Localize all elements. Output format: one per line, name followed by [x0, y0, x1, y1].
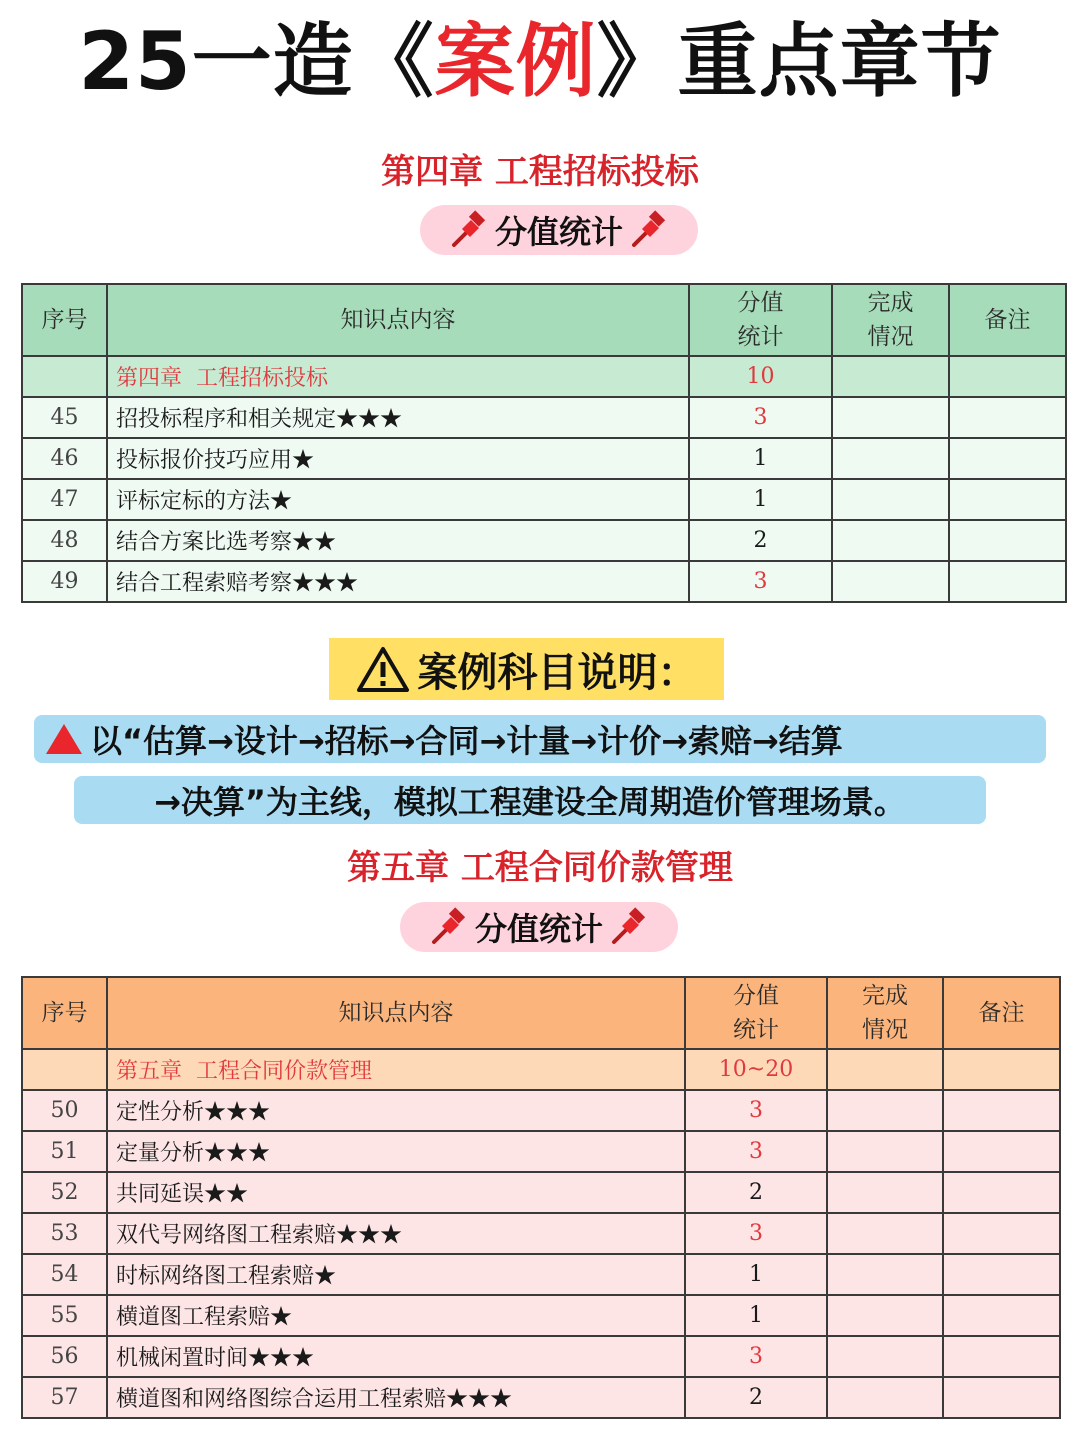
notice-line2-text: →决算”为主线，模拟工程建设全周期造价管理场景。: [154, 783, 906, 821]
table-row: [22, 479, 1066, 520]
header-content: 知识点内容: [107, 284, 689, 356]
chapter-row-score: 10: [689, 356, 832, 397]
row-note: [949, 561, 1066, 602]
table-row: [22, 1172, 1060, 1213]
row-content: 结合方案比选考察★★: [107, 520, 689, 561]
table-row: [22, 1131, 1060, 1172]
chapter-row-done: [827, 1049, 943, 1090]
row-note: [943, 1336, 1060, 1377]
header-score-line1: 分值: [737, 290, 784, 316]
chapter-row-no: [22, 1049, 107, 1090]
row-score: 3: [685, 1213, 827, 1254]
row-done: [832, 479, 949, 520]
row-score: 2: [689, 520, 832, 561]
row-content: 定性分析★★★: [107, 1090, 685, 1131]
row-content: 共同延误★★: [107, 1172, 685, 1213]
chapter5-title: 第五章 工程合同价款管理: [347, 848, 733, 888]
row-no: 55: [22, 1295, 107, 1336]
row-score: 3: [685, 1090, 827, 1131]
chapter5-score-pill: [400, 902, 678, 952]
row-note: [943, 1377, 1060, 1418]
row-done: [827, 1336, 943, 1377]
header-content: 知识点内容: [107, 977, 685, 1049]
row-note: [943, 1090, 1060, 1131]
row-no: 48: [22, 520, 107, 561]
row-note: [949, 438, 1066, 479]
row-no: 56: [22, 1336, 107, 1377]
table-row: [22, 1254, 1060, 1295]
row-content: 时标网络图工程索赔★: [107, 1254, 685, 1295]
chapter4-table: [21, 283, 1067, 603]
row-content: 双代号网络图工程索赔★★★: [107, 1213, 685, 1254]
header-done-line1: 完成: [867, 290, 914, 316]
row-score: 3: [685, 1131, 827, 1172]
pushpin-icon: [629, 210, 669, 250]
table-row: [22, 561, 1066, 602]
row-content: 横道图工程索赔★: [107, 1295, 685, 1336]
row-done: [827, 1213, 943, 1254]
chapter-row-no: [22, 356, 107, 397]
row-note: [949, 397, 1066, 438]
table-header-row: [22, 284, 1066, 356]
chapter-row-score: 10~20: [685, 1049, 827, 1090]
headline-part2: 》重点章节: [596, 15, 1002, 108]
row-no: 45: [22, 397, 107, 438]
chapter-row: [22, 356, 1066, 397]
row-no: 51: [22, 1131, 107, 1172]
table-row: [22, 1090, 1060, 1131]
pushpin-icon: [429, 907, 469, 947]
row-content: 定量分析★★★: [107, 1131, 685, 1172]
row-done: [827, 1131, 943, 1172]
row-no: 54: [22, 1254, 107, 1295]
header-score-line1: 分值: [733, 983, 779, 1009]
row-score: 3: [689, 397, 832, 438]
chapter-row: [22, 1049, 1060, 1090]
table-row: [22, 1295, 1060, 1336]
row-no: 50: [22, 1090, 107, 1131]
table-row: [22, 520, 1066, 561]
row-note: [943, 1295, 1060, 1336]
header-done-line1: 完成: [862, 983, 908, 1009]
chapter5-pill-label: 分值统计: [474, 910, 603, 948]
row-score: 2: [685, 1377, 827, 1418]
row-done: [832, 561, 949, 602]
row-note: [943, 1172, 1060, 1213]
row-no: 49: [22, 561, 107, 602]
header-done: [827, 977, 943, 1049]
chapter5-table: [21, 976, 1061, 1419]
pushpin-icon: [609, 907, 649, 947]
pushpin-icon: [449, 210, 489, 250]
chapter-row-label: 第四章 工程招标投标: [107, 356, 689, 397]
chapter4-score-pill: [420, 205, 698, 255]
row-content: 评标定标的方法★: [107, 479, 689, 520]
row-done: [827, 1295, 943, 1336]
row-no: 53: [22, 1213, 107, 1254]
row-no: 46: [22, 438, 107, 479]
header-note: 备注: [949, 284, 1066, 356]
warning-icon: [356, 645, 410, 693]
row-content: 投标报价技巧应用★: [107, 438, 689, 479]
row-content: 结合工程索赔考察★★★: [107, 561, 689, 602]
row-score: 3: [685, 1336, 827, 1377]
row-done: [827, 1090, 943, 1131]
row-content: 招投标程序和相关规定★★★: [107, 397, 689, 438]
row-no: 57: [22, 1377, 107, 1418]
notice-line-1: [34, 715, 1046, 763]
row-done: [832, 520, 949, 561]
row-note: [949, 520, 1066, 561]
row-note: [949, 479, 1066, 520]
table-row: [22, 1377, 1060, 1418]
row-score: 1: [689, 479, 832, 520]
chapter-row-label: 第五章 工程合同价款管理: [107, 1049, 685, 1090]
headline-part1: 25一造《: [78, 15, 435, 108]
chapter4-pill-label: 分值统计: [494, 213, 623, 251]
header-note: 备注: [943, 977, 1060, 1049]
header-done-line2: 情况: [867, 324, 914, 350]
page-headline: [0, 6, 1080, 118]
header-done-line2: 情况: [862, 1017, 908, 1043]
row-no: 47: [22, 479, 107, 520]
notice-title: 案例科目说明：: [417, 649, 698, 696]
header-score: [689, 284, 832, 356]
row-content: 横道图和网络图综合运用工程索赔★★★: [107, 1377, 685, 1418]
table-row: [22, 438, 1066, 479]
row-content: 机械闲置时间★★★: [107, 1336, 685, 1377]
row-note: [943, 1213, 1060, 1254]
row-score: 1: [685, 1295, 827, 1336]
chapter-row-done: [832, 356, 949, 397]
chapter4-title: 第四章 工程招标投标: [381, 152, 699, 192]
header-no: 序号: [22, 977, 107, 1049]
chapter-row-note: [949, 356, 1066, 397]
row-done: [832, 397, 949, 438]
row-score: 2: [685, 1172, 827, 1213]
row-note: [943, 1254, 1060, 1295]
notice-title-box: [329, 638, 724, 700]
row-done: [827, 1172, 943, 1213]
red-triangle-icon: [44, 722, 84, 756]
notice-line1-text: 以“估算→设计→招标→合同→计量→计价→索赔→结算: [90, 722, 843, 760]
notice-line-2: [74, 776, 986, 824]
table-row: [22, 397, 1066, 438]
header-no: 序号: [22, 284, 107, 356]
headline-highlight: 案例: [434, 15, 597, 108]
row-note: [943, 1131, 1060, 1172]
chapter-row-note: [943, 1049, 1060, 1090]
row-score: 3: [689, 561, 832, 602]
row-no: 52: [22, 1172, 107, 1213]
table-row: [22, 1336, 1060, 1377]
row-done: [827, 1254, 943, 1295]
table-row: [22, 1213, 1060, 1254]
header-done: [832, 284, 949, 356]
row-score: 1: [685, 1254, 827, 1295]
header-score-line2: 统计: [737, 324, 784, 350]
header-score-line2: 统计: [733, 1017, 779, 1043]
row-done: [832, 438, 949, 479]
table-header-row: [22, 977, 1060, 1049]
row-done: [827, 1377, 943, 1418]
row-score: 1: [689, 438, 832, 479]
header-score: [685, 977, 827, 1049]
